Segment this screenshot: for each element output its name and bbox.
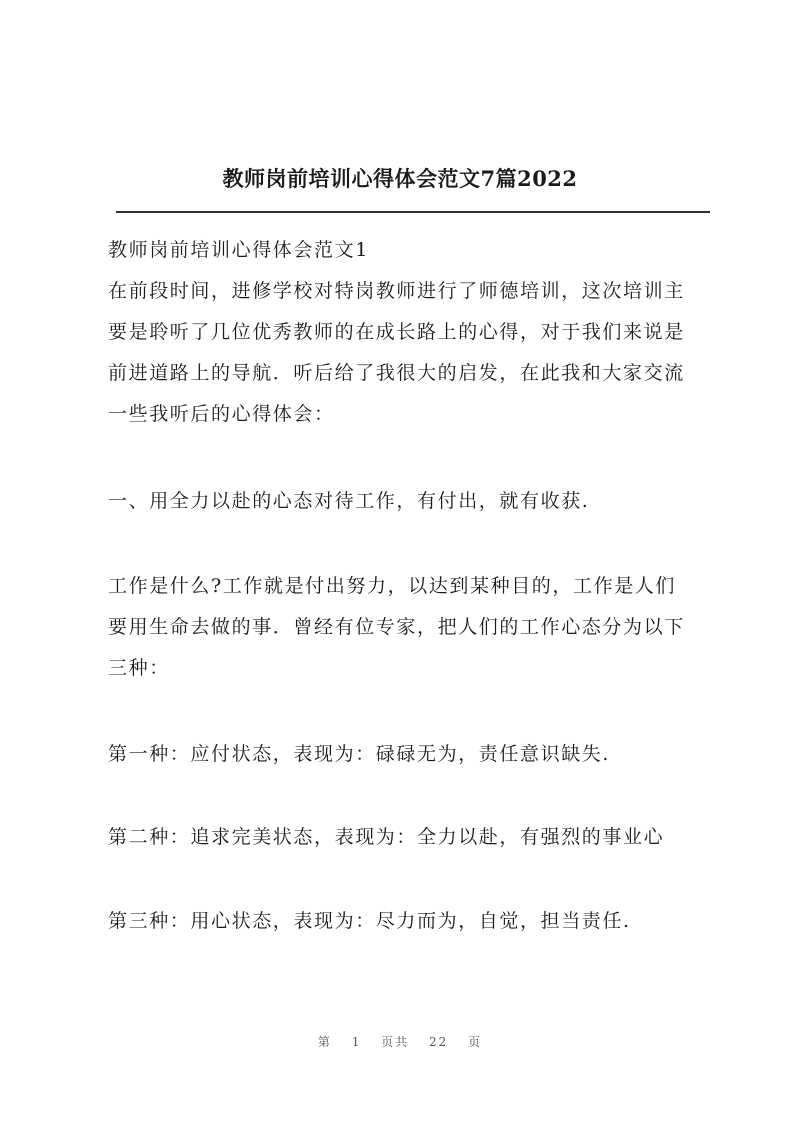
footer-total-pages: 22 (429, 1035, 449, 1049)
footer-current-page: 1 (351, 1035, 362, 1049)
paragraph-line: 要用生命去做的事．曾经有位专家，把人们的工作心态分为以下 (108, 616, 685, 638)
title-underline (116, 211, 710, 213)
type-1-block (108, 734, 708, 775)
paragraph-line: 三种： (108, 657, 170, 679)
footer-suffix: 页 (468, 1035, 483, 1049)
work-attitude-type-1: 第一种：应付状态，表现为：碌碌无为，责任意识缺失. (108, 743, 611, 765)
paragraph-line: 工作是什么?工作就是付出努力，以达到某种目的，工作是人们 (108, 575, 676, 597)
paragraph-line: 前进道路上的导航．听后给了我很大的启发，在此我和大家交流 (108, 362, 685, 384)
point-heading: 一、用全力以赴的心态对待工作，有付出，就有收获. (108, 490, 590, 512)
section-heading: 教师岗前培训心得体会范文1 (108, 239, 369, 261)
paragraph-1 (108, 271, 708, 435)
paragraph-line: 要是聆听了几位优秀教师的在成长路上的心得，对于我们来说是 (108, 321, 685, 343)
work-attitude-type-2: 第二种：追求完美状态，表现为：全力以赴，有强烈的事业心 (108, 826, 665, 848)
paragraph-line: 在前段时间，进修学校对特岗教师进行了师德培训，这次培训主 (108, 280, 685, 302)
type-2-block (108, 817, 708, 858)
point-1-block (108, 481, 708, 522)
type-3-block (108, 901, 708, 942)
paragraph-2 (108, 566, 708, 689)
section-heading-block (108, 230, 708, 271)
page-footer (0, 1033, 800, 1050)
work-attitude-type-3: 第三种：用心状态，表现为：尽力而为，自觉，担当责任. (108, 910, 631, 932)
footer-prefix: 第 (317, 1035, 332, 1049)
paragraph-line: 一些我听后的心得体会： (108, 403, 335, 425)
footer-middle: 页共 (381, 1035, 410, 1049)
document-title: 教师岗前培训心得体会范文7篇2022 (222, 166, 578, 191)
